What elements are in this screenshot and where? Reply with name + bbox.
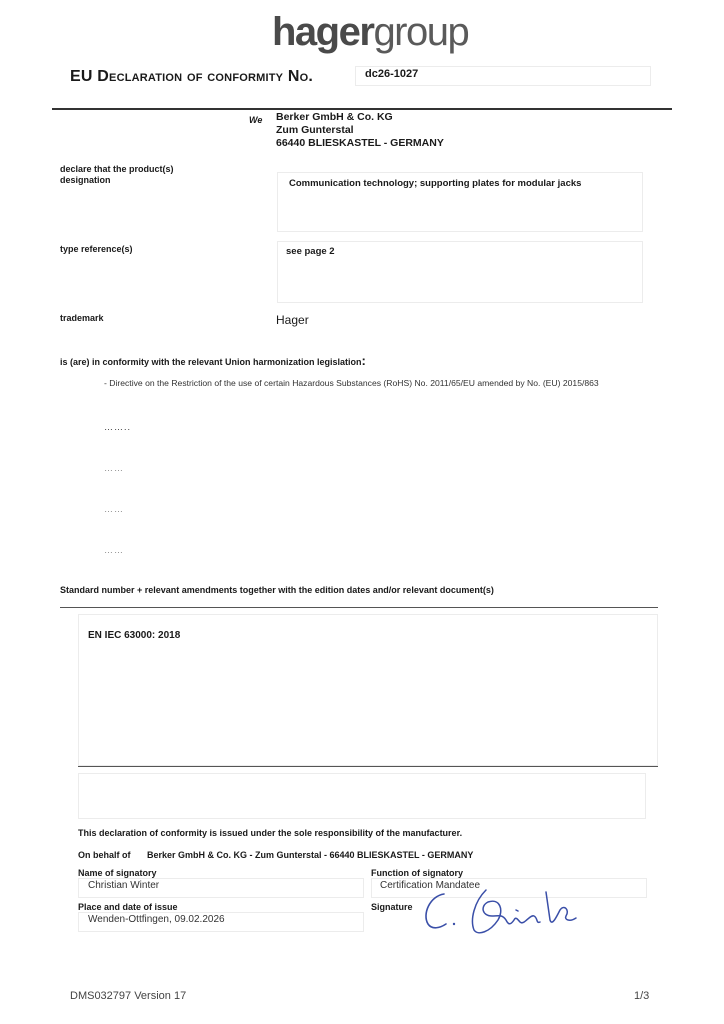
header-rule xyxy=(52,108,672,110)
responsibility-statement: This declaration of conformity is issued under the sole responsibility of the manufacturer. xyxy=(78,828,463,838)
legislation-intro: is (are) in conformity with the relevant Union harmonization legislation xyxy=(60,357,362,367)
signatory-name-value: Christian Winter xyxy=(88,880,160,891)
place-date-value: Wenden-Ottfingen, 09.02.2026 xyxy=(88,914,225,925)
designation-label: designation xyxy=(60,175,111,185)
declaration-number: dc26-1027 xyxy=(365,68,419,80)
trademark-value: Hager xyxy=(276,313,309,327)
legislation-placeholder-3: …… xyxy=(104,504,124,514)
we-label: We xyxy=(249,115,263,125)
hagergroup-logo xyxy=(272,12,468,52)
directive-rohs: - Directive on the Restriction of the use of certain Hazardous Substances (RoHS) No. 2011/65/EU amended by No. (EU) 2015/863 xyxy=(104,378,599,388)
document-title: EU Declaration of conformity No. xyxy=(70,68,314,85)
signature-label: Signature xyxy=(371,902,413,912)
footer-document-id: DMS032797 Version 17 xyxy=(70,990,187,1002)
legislation-colon: : xyxy=(361,353,366,368)
additional-info-box xyxy=(78,773,646,819)
manufacturer-name: Berker GmbH & Co. KG xyxy=(276,111,393,123)
signatory-function-label: Function of signatory xyxy=(371,868,463,878)
logo-bold-text: hager xyxy=(272,10,374,54)
declare-label: declare that the product(s) xyxy=(60,164,174,174)
manufacturer-street: Zum Gunterstal xyxy=(276,124,354,136)
standards-rule xyxy=(60,607,658,608)
logo-light-text: group xyxy=(373,10,469,54)
standards-bottom-rule xyxy=(78,766,658,767)
legislation-placeholder-4: …… xyxy=(104,545,124,555)
standards-heading: Standard number + relevant amendments together with the edition dates and/or relevant document(s) xyxy=(60,585,494,595)
manufacturer-city: 66440 BLIESKASTEL - GERMANY xyxy=(276,137,444,149)
standard-entry: EN IEC 63000: 2018 xyxy=(88,630,181,641)
footer-page-number: 1/3 xyxy=(634,990,650,1002)
legislation-placeholder-1: …….. xyxy=(104,422,132,432)
handwritten-signature xyxy=(420,880,580,940)
type-reference-value: see page 2 xyxy=(286,246,335,257)
signatory-function-value: Certification Mandatee xyxy=(380,880,481,891)
on-behalf-value: Berker GmbH & Co. KG - Zum Gunterstal - 66440 BLIESKASTEL - GERMANY xyxy=(147,850,474,860)
signatory-name-label: Name of signatory xyxy=(78,868,157,878)
place-date-label: Place and date of issue xyxy=(78,902,178,912)
designation-value: Communication technology; supporting plates for modular jacks xyxy=(289,178,582,189)
trademark-label: trademark xyxy=(60,313,104,323)
on-behalf-label: On behalf of xyxy=(78,850,131,860)
legislation-placeholder-2: …… xyxy=(104,463,124,473)
type-reference-label: type reference(s) xyxy=(60,244,133,254)
